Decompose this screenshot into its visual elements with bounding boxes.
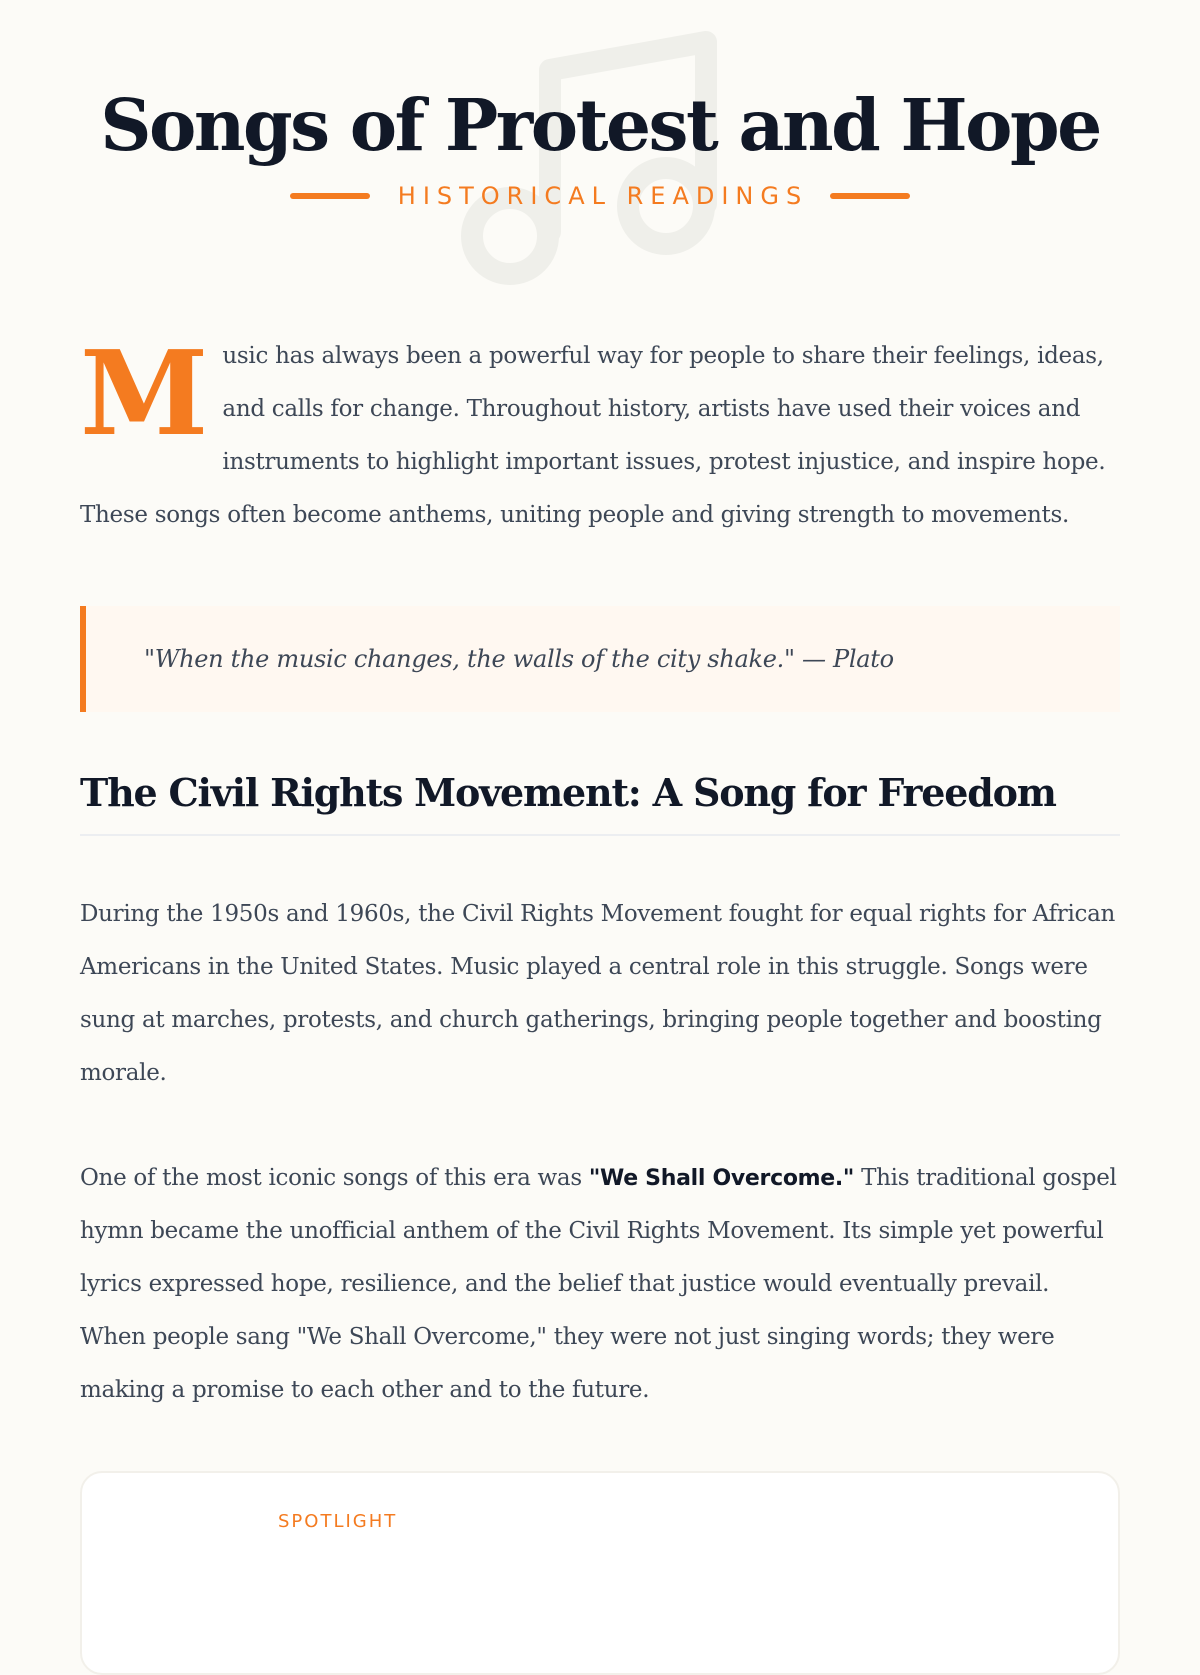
page-title: Songs of Protest and Hope	[100, 83, 1100, 167]
spotlight-label: SPOTLIGHT	[278, 1511, 398, 1532]
kicker-row	[0, 182, 1200, 210]
page-header	[0, 0, 1200, 210]
paragraph-text: This traditional gospel hymn became the unofficial anthem of the Civil Rights Movement. Its simple yet powerful lyrics expressed hope, resilience, and the belief that justice would eventually prevail. When people sang "We Shall Overcome," they were not just singing words; they were making a promise to each other and to the future.	[80, 1165, 1117, 1403]
section-paragraph: During the 1950s and 1960s, the Civil Rights Movement fought for equal rights for African Americans in the United States. Music played a central role in this struggle. Songs were sung at marches, protests, and church gatherings, bringing people together and boosting morale.	[80, 901, 1116, 1086]
intro-text: usic has always been a powerful way for people to share their feelings, ideas, and calls for change. Throughout history, artists have used their voices and instruments to highlight important issues, protest injustice, and inspire hope. These songs often become anthems, uniting people and giving strength to movements.	[80, 343, 1106, 528]
kicker-line-right	[830, 193, 910, 199]
pull-quote	[80, 606, 1120, 712]
quote-text: "When the music changes, the walls of the city shake." — Plato	[144, 645, 894, 673]
kicker-label: HISTORICAL READINGS	[397, 182, 809, 210]
intro-paragraph	[80, 326, 1120, 542]
paragraph-text: One of the most iconic songs of this era was	[80, 1165, 589, 1191]
spotlight-card	[80, 1471, 1120, 1675]
drop-cap: M	[80, 326, 205, 462]
song-title: "We Shall Overcome."	[588, 1166, 855, 1191]
article-body	[80, 326, 1120, 1675]
kicker-line-left	[290, 193, 370, 199]
section-heading: The Civil Rights Movement: A Song for Freedom	[80, 766, 1120, 836]
section-paragraph	[80, 1152, 1120, 1417]
